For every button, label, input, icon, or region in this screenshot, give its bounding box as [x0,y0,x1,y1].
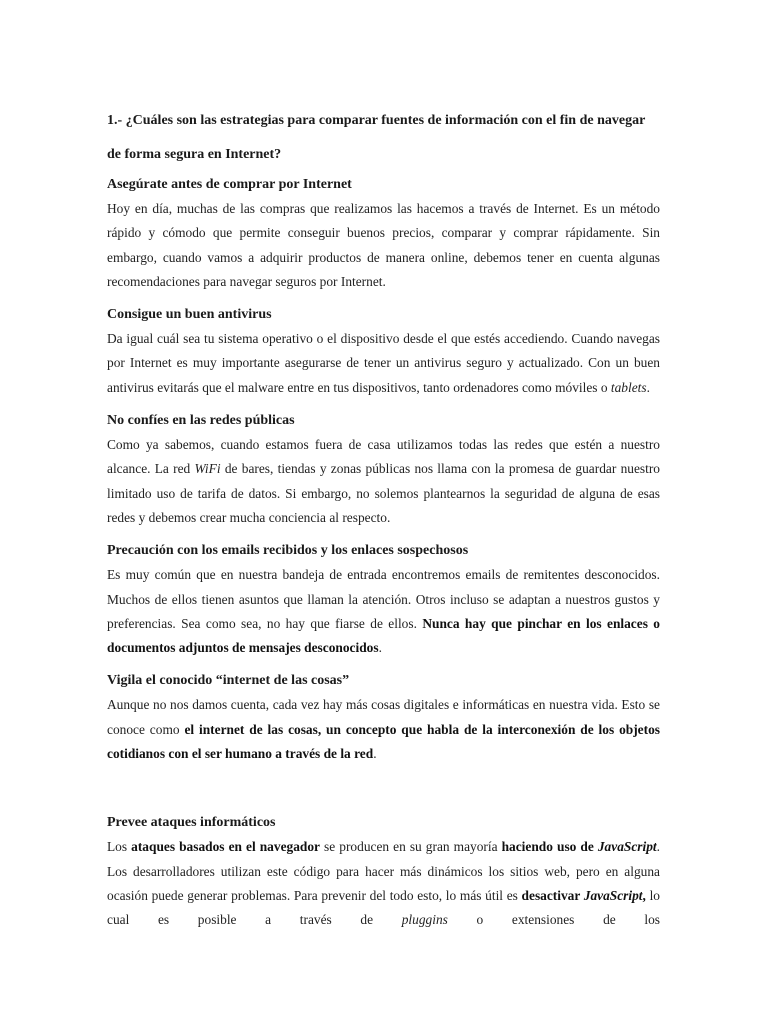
bold-text: Nunca hay que pinchar en los enlaces o documentos adjuntos de mensajes desconocidos [107,615,660,656]
paragraph-text: . [378,640,382,656]
section-paragraph [107,563,660,660]
document-page [107,104,660,942]
paragraph-text: Da igual cuál sea tu sistema operativo o el dispositivo desde el que estés accediendo. Cuando navegas por Internet es muy importante asegurarse de tener un antivirus seguro y actualizado. Con un buen antivirus evitarás que el malware entre en tus dispositivos, tanto ordenadores como móviles o [107,331,660,395]
paragraph-text: se producen en su gran mayoría [320,839,502,855]
section-internet-of-things [107,669,660,766]
blank-line [107,775,660,811]
section-antivirus [107,303,660,400]
italic-term: pluggins [401,912,448,928]
section-attacks [107,811,660,932]
paragraph-text: Es muy común que en nuestra bandeja de entrada encontremos emails de remitentes desconocidos. Muchos de ellos tienen asuntos que llaman la atención. Otros incluso se adaptan a nuestros gustos y preferencias. Sea como sea, no hay que fiarse de ellos. [107,567,660,631]
paragraph-text: o extensiones de los [447,912,661,928]
bold-text: el internet de las cosas, un concepto que habla de la interconexión de los objetos cotidianos con el ser humano a través de la red [107,721,660,762]
bold-italic-term: JavaScript [597,839,657,855]
bold-text: , [642,887,646,903]
section-heading: Vigila el conocido “internet de las cosas” [107,673,350,689]
section-heading: Consigue un buen antivirus [107,307,272,323]
paragraph-text: . Los desarrolladores utilizan este código para hacer más dinámicos los sitios web, pero en alguna ocasión puede generar problemas. Para prevenir del todo esto, lo más útil es [107,839,660,903]
paragraph-text: . [373,746,377,762]
section-public-networks [107,409,660,530]
paragraph-text: . [646,379,650,395]
section-paragraph [107,693,660,766]
section-emails [107,539,660,660]
section-paragraph [107,327,660,400]
question-heading: 1.- ¿Cuáles son las estrategias para comparar fuentes de información con el fin de navegar de forma segura en Internet? [107,113,646,162]
paragraph-text: Como ya sabemos, cuando estamos fuera de casa utilizamos todas las redes que estén a nuestro alcance. La red [107,437,660,477]
italic-term: WiFi [194,461,221,477]
bold-text: desactivar [521,887,584,903]
section-paragraph [107,433,660,530]
section-heading: No confíes en las redes públicas [107,413,295,429]
paragraph-text: lo cual es posible a través de [107,887,660,928]
paragraph-text: de bares, tiendas y zonas públicas nos llama con la promesa de guardar nuestro limitado uso de tarifa de datos. Si embargo, no solemos plantearnos la seguridad de alguna de esas redes y debemos crear mucha conciencia al respecto. [107,461,660,525]
bold-text [584,888,643,903]
section-paragraph [107,197,660,294]
bold-text [598,839,657,854]
paragraph-text: Aunque no nos damos cuenta, cada vez hay más cosas digitales e informáticas en nuestra vida. Esto se conoce como [107,697,660,737]
bold-text: ataques basados en el navegador [131,839,320,855]
section-heading: Asegúrate antes de comprar por Internet [107,177,352,192]
section-heading: Precaución con los emails recibidos y los enlaces sospechosos [107,543,469,559]
bold-italic-term: JavaScript [583,887,643,903]
section-buy-online [107,173,660,294]
section-heading: Prevee ataques informáticos [107,815,276,831]
italic-term: tablets [610,379,647,395]
paragraph-text: Los [107,839,132,855]
section-paragraph [107,835,660,932]
paragraph-text: Hoy en día, muchas de las compras que realizamos las hacemos a través de Internet. Es un método rápido y cómodo que permite conseguir buenos precios, comparar y comprar rápidamente. Sin embargo, cuando vamos a adquirir productos de manera online, debemos tener en cuenta algunas recomendaciones para navegar seguros por Internet. [107,201,660,289]
bold-text: haciendo uso de [501,839,598,855]
